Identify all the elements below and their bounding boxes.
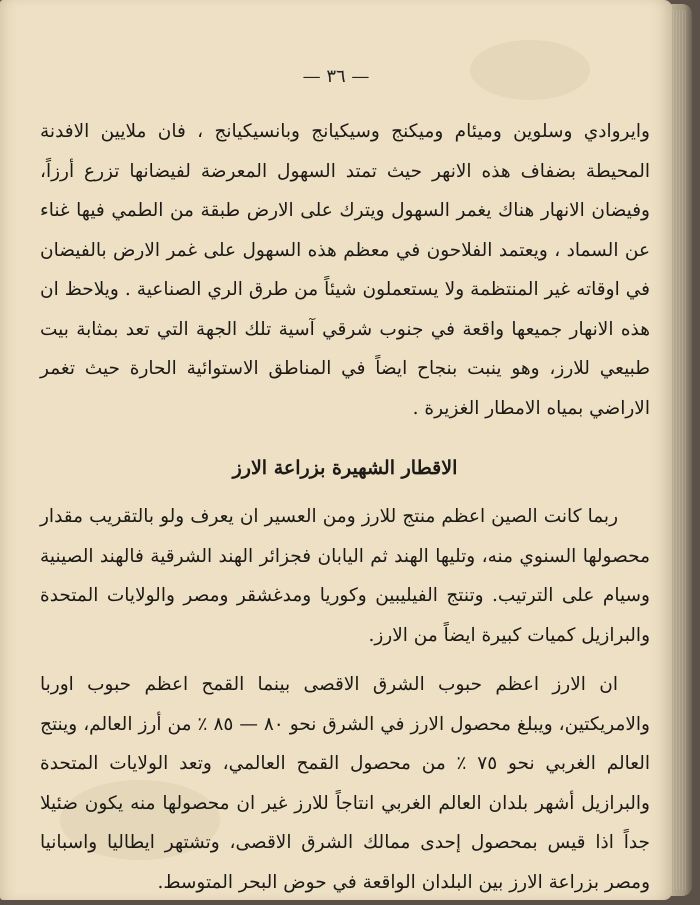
paragraph-gap xyxy=(40,655,650,665)
page-body xyxy=(40,112,650,902)
paragraph-east-west: ان الارز اعظم حبوب الشرق الاقصى بينما القمح اعظم حبوب اوربا والامريكتين، ويبلغ محصول الارز في الشرق نحو ٨٠ — ٨٥ ٪ من أرز العالم، وينتج العالم الغربي نحو ٧٥ ٪ من محصول القمح العالمي، وتعد الولايات المتحدة والبرازيل أشهر بلدان العالم الغربي انتاجاً للارز غير ان محصولها منه يكون ضئيلا جداً اذا قيس بمحصول إحدى ممالك الشرق الاقصى، وتشتهر ايطاليا واسبانيا ومصر بزراعة الارز بين البلدان الواقعة في حوض البحر المتوسط. xyxy=(40,674,650,893)
page-number: — ٣٦ — xyxy=(302,66,370,87)
paragraph-rivers: وايروادي وسلوين وميئام وميكنج وسيكيانج وبانسيكيانج ، فان ملايين الافدنة المحيطة بضفاف هذه الانهر حيث تمتد السهول المعرضة لفيضانها تزرع أرزاً، وفيضان الانهار هناك يغمر السهول ويترك على الارض طبقة من الطمي فيها غناء عن السماد ، ويعتمد الفلاحون في معظم هذه السهول على غمر الارض بالفيضان في اوقاته غير المنتظمة ولا يستعملون شيئاً من طرق الري الصناعية . ويلاحظ ان هذه الانهار جميعها واقعة في جنوب شرقي آسية تلك الجهة التي تعد بمثابة بيت طبيعي للارز، وهو ينبت بنجاح ايضاً في المناطق الاستوائية الحارة حيث تغمر الاراضي بمياه الامطار الغزيرة . xyxy=(40,121,650,419)
paragraph-producers: ربما كانت الصين اعظم منتج للارز ومن العسير ان يعرف ولو بالتقريب مقدار محصولها السنوي منه، وتليها الهند ثم اليابان فجزائر الهند الشرقية فالهند الصينية وسيام على الترتيب. وتنتج الفيليبين وكوريا ومدغشقر ومصر والولايات المتحدة والبرازيل كميات كبيرة ايضاً من الارز. xyxy=(40,506,650,646)
section-heading: الاقطار الشهيرة بزراعة الارز xyxy=(232,457,458,479)
page-edge-lines xyxy=(670,10,688,890)
